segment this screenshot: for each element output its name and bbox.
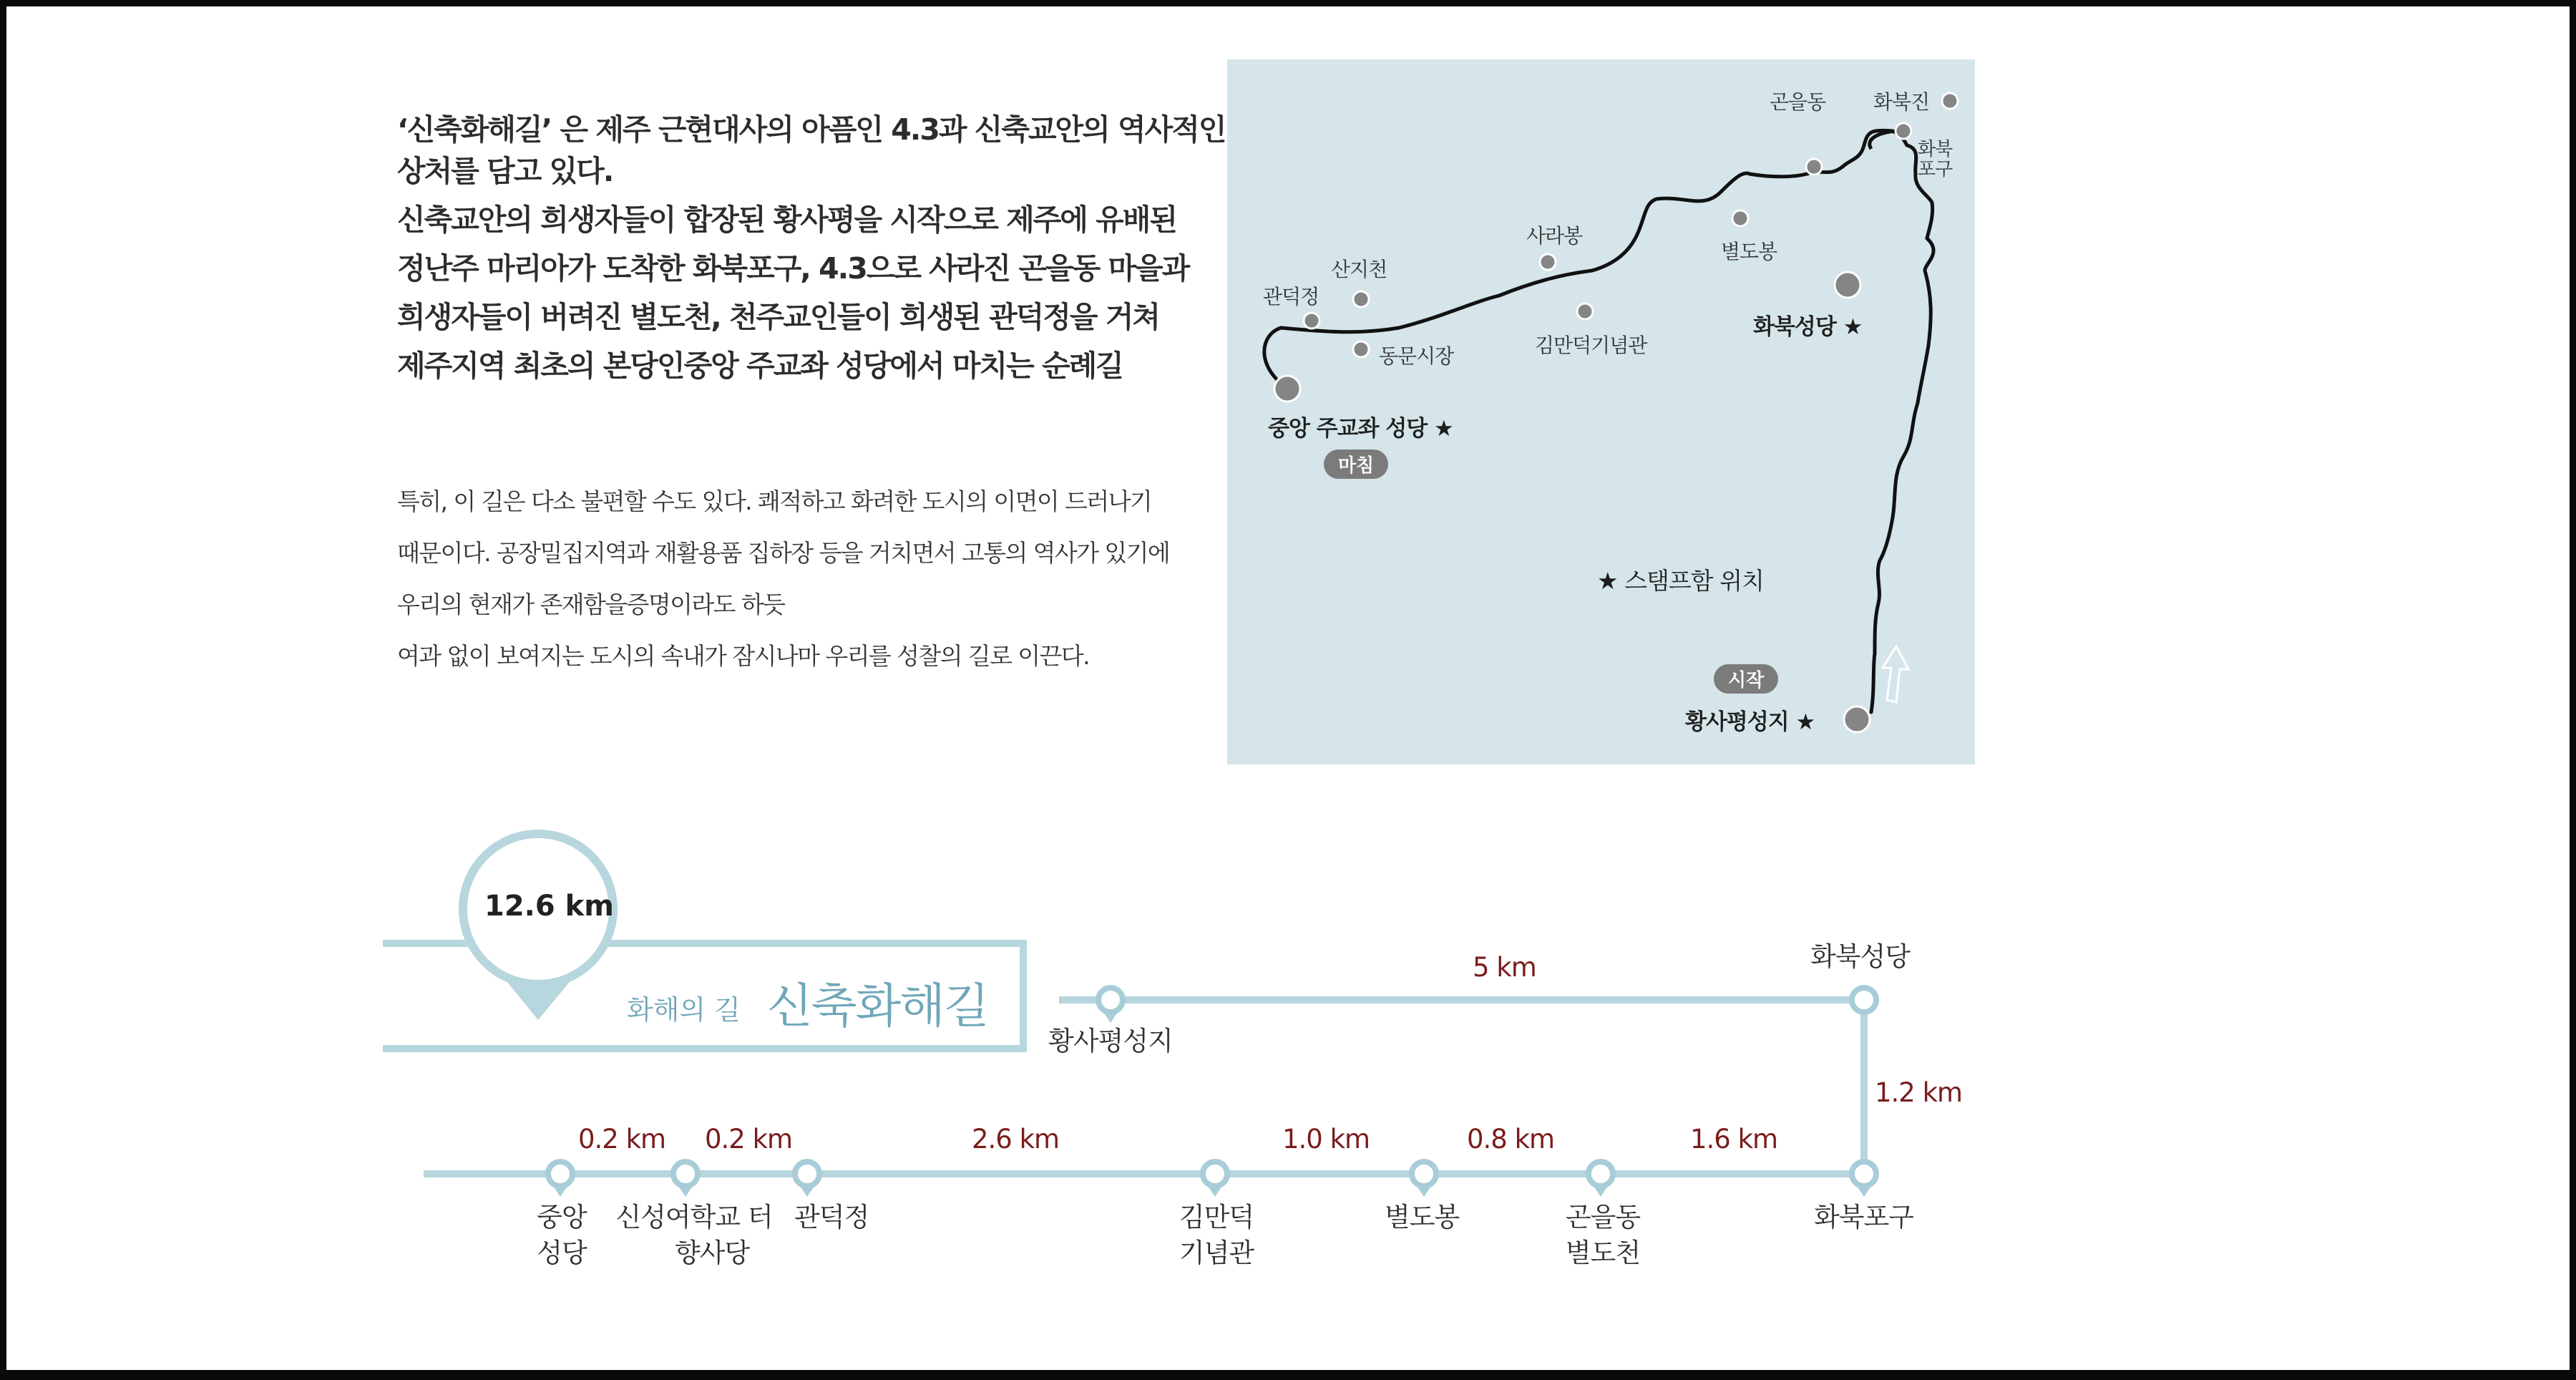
- stop-label-sinseong: [605, 1200, 784, 1271]
- stop-label-line: 별도천: [1565, 1238, 1641, 1268]
- stop-label-line: 신성여학교 터: [615, 1202, 773, 1233]
- segment-distance: 5 km: [1473, 952, 1536, 983]
- segment-distance: 1.6 km: [1690, 1124, 1778, 1155]
- intro-line: 신축교안의 희생자들이 합장된 황사평을 시작으로 제주에 유배된: [397, 203, 1177, 237]
- map-label-pogu: 포구: [1918, 159, 1953, 180]
- segment-distance: 1.0 km: [1282, 1124, 1370, 1155]
- course-node-sinseong: [673, 1162, 698, 1197]
- segment-distance: 0.2 km: [578, 1124, 666, 1155]
- course-node-gonuldong: [1589, 1162, 1613, 1197]
- map-label-hwangsapyeong: 황사평성지 ★: [1685, 709, 1815, 735]
- start-badge: 시작: [1714, 664, 1778, 694]
- intro-line: 제주지역 최초의 본당인중앙 주교좌 성당에서 마치는 순례길: [397, 349, 1123, 383]
- course-node-hwabuk-port: [1852, 1162, 1876, 1186]
- intro-line: ‘신축화해길’ 은 제주 근현대사의 아픔인 4.3과 신축교안의 역사적인: [397, 112, 1226, 147]
- intro-line: 정난주 마리아가 도착한 화북포구, 4.3으로 사라진 곤을동 마을과: [397, 251, 1189, 286]
- course-node-jungang: [548, 1162, 572, 1197]
- course-node-hwangsapyeong: [1098, 988, 1123, 1012]
- segment-distance: 0.2 km: [705, 1124, 793, 1155]
- intro-line: 희생자들이 버려진 별도천, 천주교인들이 희생된 관덕정을 거쳐: [397, 300, 1159, 334]
- stop-label-line: 성당: [537, 1238, 587, 1268]
- map-label-hwabukjin: 화북진: [1873, 90, 1930, 114]
- finish-badge: 마침: [1324, 450, 1388, 479]
- map-label-gonuldong: 곤을동: [1770, 90, 1826, 114]
- course-node-hwabuk-port-tip: [1855, 1184, 1873, 1197]
- body-line: 우리의 현재가 존재함을증명이라도 하듯: [397, 591, 785, 618]
- stop-label-line: 향사당: [674, 1238, 750, 1268]
- body-line: 특히, 이 길은 다소 불편할 수도 있다. 쾌적하고 화려한 도시의 이면이 드러나기: [397, 487, 1152, 515]
- map-label-sanjicheon: 산지천: [1331, 258, 1387, 281]
- segment-distance: 1.2 km: [1875, 1077, 1963, 1108]
- course-node-gwandeokjeong: [795, 1162, 819, 1197]
- stop-label-line: 곤을동: [1565, 1202, 1641, 1233]
- stop-label-gonuldong: [1556, 1200, 1649, 1271]
- stop-label-gwandeokjeong: 관덕정: [794, 1202, 869, 1233]
- stop-label-line: 중앙: [537, 1202, 587, 1233]
- course-node-hwangsapyeong-tip: [1102, 1010, 1119, 1023]
- map-label-jungang-cathedral: 중앙 주교좌 성당 ★: [1268, 416, 1453, 442]
- stop-label-hwabuk-cathedral: 화북성당: [1810, 941, 1910, 972]
- segment-distance: 0.8 km: [1467, 1124, 1555, 1155]
- total-distance: 12.6 km: [484, 890, 614, 923]
- segment-distance: 2.6 km: [972, 1124, 1060, 1155]
- map-label-dongmun: 동문시장: [1379, 344, 1454, 368]
- course-node-byeoldobong: [1412, 1162, 1436, 1197]
- body-line: 여과 없이 보여지는 도시의 속내가 잠시나마 우리를 성찰의 길로 이끈다.: [397, 642, 1089, 670]
- stop-label-hwangsapyeong: 황사평성지: [1048, 1026, 1173, 1056]
- stamp-legend: ★ 스탬프함 위치: [1597, 567, 1764, 595]
- map-label-gwandeokjeong: 관덕정: [1263, 285, 1319, 308]
- stop-label-line: 김만덕: [1179, 1202, 1254, 1233]
- course-subtitle: 화해의 길: [627, 994, 741, 1026]
- map-label-byeoldobong: 별도봉: [1721, 240, 1777, 263]
- stop-label-jungang: [530, 1200, 594, 1271]
- stop-label-kimmandeok: [1170, 1200, 1263, 1271]
- map-label-sarabong: 사라봉: [1526, 224, 1583, 248]
- map-label-hwabuk: 화북: [1918, 139, 1953, 160]
- map-label-kimmandeok: 김만덕기념관: [1535, 334, 1647, 357]
- course-node-kimmandeok: [1203, 1162, 1227, 1197]
- body-line: 때문이다. 공장밀집지역과 재활용품 집하장 등을 거치면서 고통의 역사가 있기에: [397, 539, 1170, 567]
- stop-label-line: 기념관: [1179, 1238, 1254, 1268]
- map-label-hwabuk-cathedral: 화북성당 ★: [1753, 314, 1863, 340]
- course-node-hwabuk-cathedral: [1852, 988, 1876, 1012]
- course-title: 신축화해길: [767, 978, 988, 1034]
- stop-label-byeoldobong: 별도봉: [1385, 1202, 1460, 1233]
- stop-label-hwabuk-port: 화북포구: [1814, 1202, 1913, 1233]
- intro-line: 상처를 담고 있다.: [397, 154, 613, 188]
